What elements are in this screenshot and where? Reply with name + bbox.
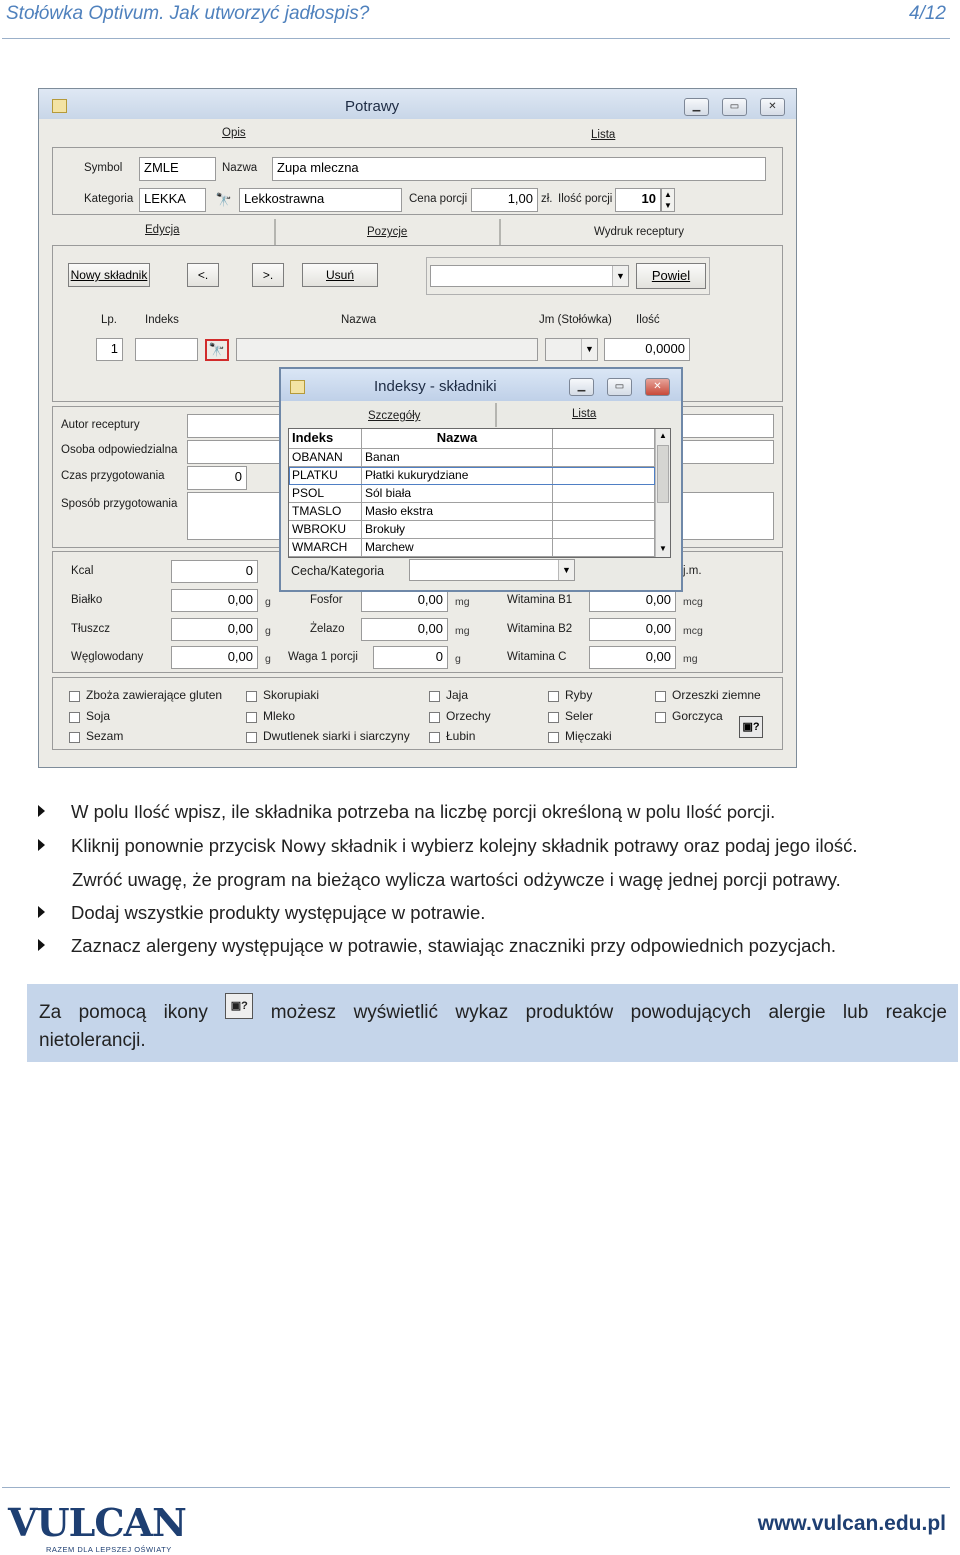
- tip-box: [27, 984, 958, 1062]
- allergen-label: Gorczyca: [672, 709, 723, 723]
- scrollbar-thumb[interactable]: [657, 445, 669, 503]
- unit-mcg: mcg: [683, 596, 703, 608]
- nazwa-cell[interactable]: Sól biała: [362, 485, 553, 503]
- allergen-label: Mięczaki: [565, 729, 612, 743]
- kategoria-code-field[interactable]: LEKKA: [139, 188, 206, 212]
- witamina-b2-label: Witamina B2: [507, 623, 573, 635]
- unit-mcg: mcg: [683, 625, 703, 637]
- kcal-field: 0: [171, 560, 258, 583]
- indeks-field[interactable]: [135, 338, 198, 361]
- nazwa-cell[interactable]: Banan: [362, 449, 553, 467]
- cena-porcji-field[interactable]: 1,00: [471, 188, 538, 212]
- weglowodany-field: 0,00: [171, 646, 258, 669]
- unit-g: g: [265, 625, 271, 637]
- ilosc-porcji-stepper[interactable]: ▲ ▼: [661, 188, 675, 212]
- website-link[interactable]: www.vulcan.edu.pl: [757, 1512, 946, 1535]
- allergen-label: Zboża zawierające gluten: [86, 688, 223, 702]
- page-number: 4/12: [909, 3, 946, 24]
- tab-lista[interactable]: Lista: [591, 129, 616, 141]
- window-titlebar: [39, 89, 796, 119]
- symbol-label: Symbol: [84, 162, 123, 174]
- print-template-select[interactable]: [430, 265, 629, 287]
- allergen-label: Ryby: [565, 688, 593, 702]
- jm-select[interactable]: [545, 338, 598, 361]
- footer-divider: [2, 1487, 950, 1488]
- checkbox[interactable]: [429, 712, 440, 723]
- indeks-cell[interactable]: WMARCH: [289, 539, 362, 557]
- kategoria-name-field: Lekkostrawna: [239, 188, 402, 212]
- ilosc-porcji-label: Ilość porcji: [558, 193, 613, 205]
- tip-word: Za: [39, 1002, 62, 1023]
- osoba-odpowiedzialna-label: Osoba odpowiedzialna: [61, 444, 178, 456]
- header-panel: [52, 147, 783, 215]
- close-button[interactable]: ✕: [645, 378, 670, 396]
- witamina-b1-label: Witamina B1: [507, 594, 573, 606]
- checkbox[interactable]: [429, 691, 440, 702]
- vulcan-logo: VULCAN: [8, 1500, 186, 1545]
- window-title: Potrawy: [345, 98, 400, 115]
- allergen-label: Jaja: [446, 688, 469, 702]
- unit-g: g: [265, 596, 271, 608]
- bullet-arrow-icon: [38, 839, 45, 851]
- col-jm: Jm (Stołówka): [539, 314, 612, 326]
- nazwa-label: Nazwa: [222, 162, 258, 174]
- empty-cell: [553, 449, 655, 467]
- col-lp: Lp.: [101, 314, 117, 326]
- unit-g: g: [455, 653, 461, 665]
- checkbox[interactable]: [429, 732, 440, 743]
- tip-word: wykaz: [455, 1002, 509, 1023]
- instruction-text: W polu: [71, 801, 134, 822]
- instruction-1: [38, 801, 775, 823]
- next-button[interactable]: >.: [252, 263, 284, 287]
- unit-mg: mg: [455, 596, 470, 608]
- lp-field: 1: [96, 338, 123, 361]
- cena-porcji-label: Cena porcji: [409, 193, 468, 205]
- instruction-2-continuation: Zwróć uwagę, że program na bieżąco wylicza wartości odżywcze i wagę jednej porcji potrawy.: [72, 869, 841, 890]
- col-nazwa: Nazwa: [341, 314, 377, 326]
- indeksy-grid: [288, 428, 671, 558]
- chevron-down-icon[interactable]: ▼: [558, 560, 574, 580]
- allergen-info-icon: ▣?: [225, 993, 253, 1019]
- print-group: [426, 257, 710, 295]
- tab-separator: [274, 219, 276, 245]
- maximize-button[interactable]: ▭: [607, 378, 632, 396]
- witamina-b1-field: 0,00: [589, 589, 676, 612]
- tab-szczegoly[interactable]: Szczegóły: [368, 410, 421, 422]
- checkbox[interactable]: [246, 712, 257, 723]
- binoculars-icon[interactable]: 🔭: [215, 192, 233, 207]
- unit-mg: mg: [683, 653, 698, 665]
- instruction-text: Zaznacz alergeny występujące w potrawie, stawiając znaczniki przy odpowiednich pozycjach.: [71, 935, 837, 956]
- allergen-label: Dwutlenek siarki i siarczyny: [263, 729, 410, 743]
- nazwa-cell[interactable]: Marchew: [362, 539, 553, 557]
- scroll-up-icon[interactable]: ▲: [659, 431, 667, 440]
- bullet-arrow-icon: [38, 939, 45, 951]
- allergen-label: Skorupiaki: [263, 688, 320, 702]
- powiel-button[interactable]: Powiel: [636, 263, 706, 289]
- tab-edycja[interactable]: Edycja: [145, 224, 180, 236]
- allergen-label: Sezam: [86, 729, 124, 743]
- waga-porcji-label: Waga 1 porcji: [288, 651, 358, 663]
- tluszcz-field: 0,00: [171, 618, 258, 641]
- checkbox[interactable]: [655, 712, 666, 723]
- col-ilosc: Ilość: [636, 314, 660, 326]
- autor-receptury-label: Autor receptury: [61, 419, 140, 431]
- zelazo-field: 0,00: [361, 618, 448, 641]
- col-empty: [553, 429, 655, 449]
- minimize-button[interactable]: ▁: [684, 98, 709, 116]
- indeks-cell[interactable]: OBANAN: [289, 449, 362, 467]
- allergen-info-icon[interactable]: ▣?: [739, 716, 763, 738]
- empty-cell: [553, 485, 655, 503]
- nazwa-skladnika-field: [236, 338, 538, 361]
- cecha-kategoria-select[interactable]: [409, 559, 575, 581]
- tip-word: możesz: [270, 1002, 337, 1023]
- field-name-ilosc-porcji: Ilość porcji: [685, 803, 771, 823]
- waga-porcji-field: 0: [373, 646, 448, 669]
- empty-cell: [553, 539, 655, 557]
- tluszcz-label: Tłuszcz: [71, 623, 110, 635]
- binoculars-icon[interactable]: 🔭: [205, 339, 229, 361]
- tip-word: powodujących: [630, 1002, 752, 1023]
- ilosc-porcji-field[interactable]: 10: [615, 188, 661, 212]
- jm-label: j.m.: [683, 565, 702, 577]
- tab-separator: [499, 219, 501, 245]
- checkbox[interactable]: [246, 691, 257, 702]
- indeks-cell[interactable]: TMASLO: [289, 503, 362, 521]
- tip-word: wyświetlić: [353, 1002, 439, 1023]
- header-divider: [2, 38, 950, 39]
- allergen-label: Mleko: [263, 709, 296, 723]
- nazwa-cell[interactable]: Brokuły: [362, 521, 553, 539]
- field-name-ilosc: Ilość: [133, 803, 170, 823]
- empty-cell: [553, 521, 655, 539]
- tip-word: lub: [842, 1002, 869, 1023]
- ilosc-field[interactable]: 0,0000: [604, 338, 690, 361]
- tip-word: pomocą: [78, 1002, 147, 1023]
- nazwa-cell[interactable]: Płatki kukurydziane: [362, 467, 553, 485]
- nowy-skladnik-button[interactable]: Nowy składnik: [68, 263, 150, 287]
- allergen-label: Seler: [565, 709, 594, 723]
- tip-text-line-1: [39, 1002, 947, 1024]
- popup-titlebar: [281, 369, 681, 401]
- allergen-label: Łubin: [446, 729, 476, 743]
- button-name-nowy-skladnik: Nowy składnik: [280, 837, 397, 857]
- fosfor-field: 0,00: [361, 589, 448, 612]
- chevron-down-icon[interactable]: ▼: [612, 266, 628, 286]
- document-title: Stołówka Optivum. Jak utworzyć jadłospis?: [6, 3, 370, 24]
- tip-text-line-2: nietolerancji.: [39, 1030, 146, 1051]
- allergen-label: Orzeszki ziemne: [672, 688, 761, 702]
- indeks-cell[interactable]: PLATKU: [289, 467, 362, 485]
- tab-lista[interactable]: Lista: [572, 408, 597, 420]
- tip-word: produktów: [525, 1002, 614, 1023]
- checkbox[interactable]: [69, 712, 80, 723]
- cecha-kategoria-label: Cecha/Kategoria: [291, 564, 385, 578]
- empty-cell: [553, 503, 655, 521]
- kcal-label: Kcal: [71, 565, 94, 577]
- currency-label: zł.: [541, 193, 553, 205]
- allergen-label: Soja: [86, 709, 111, 723]
- bullet-arrow-icon: [38, 805, 45, 817]
- tab-separator: [495, 403, 497, 427]
- tip-word: alergie: [768, 1002, 826, 1023]
- sposob-przygotowania-label: Sposób przygotowania: [61, 498, 178, 510]
- allergen-label: Orzechy: [446, 709, 491, 723]
- tab-wydruk-receptury[interactable]: Wydruk receptury: [594, 226, 685, 238]
- usun-button[interactable]: Usuń: [302, 263, 378, 287]
- instruction-text: Kliknij ponownie przycisk: [71, 835, 281, 856]
- unit-mg: mg: [455, 625, 470, 637]
- checkbox[interactable]: [246, 732, 257, 743]
- czas-przygotowania-field[interactable]: 0: [187, 466, 247, 490]
- instruction-text: i wybierz kolejny składnik potrawy oraz podaj jego ilość.: [396, 835, 858, 856]
- symbol-field[interactable]: ZMLE: [139, 157, 216, 181]
- app-icon: [52, 99, 67, 113]
- col-indeks: Indeks: [289, 429, 362, 449]
- scroll-down-icon[interactable]: ▼: [659, 544, 667, 553]
- scrollbar[interactable]: [655, 429, 670, 557]
- previous-button[interactable]: <.: [187, 263, 219, 287]
- popup-title: Indeksy - składniki: [374, 378, 497, 395]
- instruction-text: wpisz, ile składnika potrzeba na liczbę porcji określoną w polu: [169, 801, 686, 822]
- tab-pozycje[interactable]: Pozycje: [367, 226, 408, 238]
- fosfor-label: Fosfor: [310, 594, 343, 606]
- bullet-arrow-icon: [38, 906, 45, 918]
- instruction-text: .: [770, 801, 776, 822]
- tip-word: ikony: [163, 1002, 208, 1023]
- chevron-down-icon[interactable]: ▼: [581, 339, 597, 360]
- instruction-2: [38, 835, 858, 857]
- indeksy-popup: [279, 367, 683, 592]
- bialko-label: Białko: [71, 594, 103, 606]
- witamina-b2-field: 0,00: [589, 618, 676, 641]
- tip-word: reakcje: [885, 1002, 947, 1023]
- bialko-field: 0,00: [171, 589, 258, 612]
- checkbox[interactable]: [548, 732, 559, 743]
- col-nazwa: Nazwa: [362, 429, 553, 449]
- unit-g: g: [265, 653, 271, 665]
- allergens-panel: [52, 677, 783, 750]
- close-button[interactable]: ✕: [760, 98, 785, 116]
- nazwa-cell[interactable]: Masło ekstra: [362, 503, 553, 521]
- maximize-button[interactable]: ▭: [722, 98, 747, 116]
- checkbox[interactable]: [69, 732, 80, 743]
- checkbox[interactable]: [548, 691, 559, 702]
- app-icon: [290, 380, 305, 394]
- witamina-c-label: Witamina C: [507, 651, 567, 663]
- checkbox[interactable]: [69, 691, 80, 702]
- checkbox[interactable]: [655, 691, 666, 702]
- indeks-cell[interactable]: WBROKU: [289, 521, 362, 539]
- checkbox[interactable]: [548, 712, 559, 723]
- instruction-3: [38, 902, 485, 924]
- czas-przygotowania-label: Czas przygotowania: [61, 470, 165, 482]
- col-indeks: Indeks: [145, 314, 179, 326]
- kategoria-label: Kategoria: [84, 193, 134, 205]
- table-row-selected[interactable]: [289, 467, 655, 485]
- instruction-4: [38, 935, 836, 957]
- weglowodany-label: Węglowodany: [71, 651, 144, 663]
- logo-slogan: RAZEM DLA LEPSZEJ OŚWIATY: [46, 1545, 172, 1554]
- witamina-c-field: 0,00: [589, 646, 676, 669]
- tab-opis[interactable]: Opis: [222, 127, 246, 139]
- minimize-button[interactable]: ▁: [569, 378, 594, 396]
- indeks-cell[interactable]: PSOL: [289, 485, 362, 503]
- nazwa-field[interactable]: Zupa mleczna: [272, 157, 766, 181]
- instruction-text: Dodaj wszystkie produkty występujące w potrawie.: [71, 902, 486, 923]
- zelazo-label: Żelazo: [310, 623, 345, 635]
